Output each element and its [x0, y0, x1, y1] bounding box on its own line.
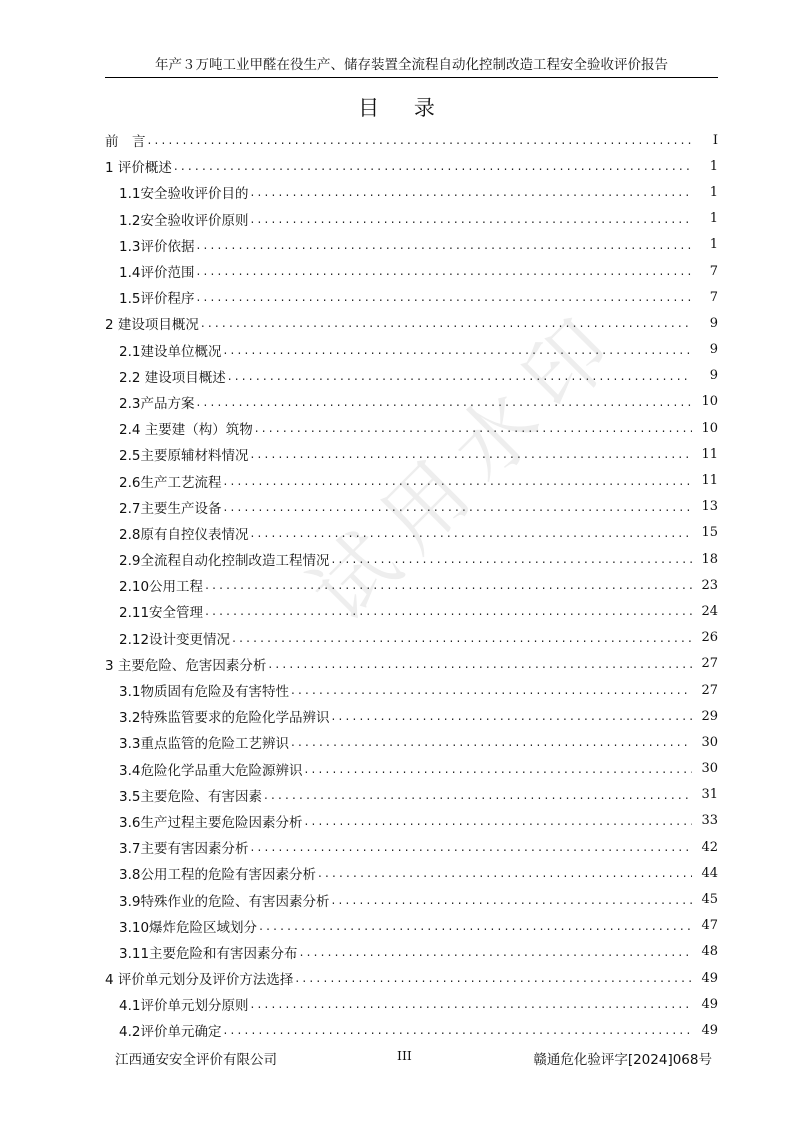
toc-entry-page: 9 [709, 315, 718, 331]
toc-entry-page: 44 [701, 865, 718, 881]
toc-entry-page: 11 [701, 473, 718, 489]
toc-entry-label: 1.1安全验收评价目的 [119, 186, 249, 203]
toc-entry[interactable] [105, 467, 718, 493]
toc-dot-leader [331, 709, 692, 723]
toc-entry[interactable] [105, 363, 718, 389]
toc-entry-page: 33 [701, 813, 718, 829]
toc-entry-label: 2.5主要原辅材料情况 [119, 448, 249, 465]
toc-dot-leader [223, 343, 692, 357]
toc-dot-leader [201, 316, 692, 330]
toc-dot-leader [232, 631, 692, 645]
toc-entry[interactable] [105, 153, 718, 179]
toc-entry-label: 2.9全流程自动化控制改造工程情况 [119, 553, 330, 570]
toc-entry[interactable] [105, 677, 718, 703]
toc-entry[interactable] [105, 703, 718, 729]
toc-dot-leader [268, 657, 692, 671]
toc-entry-label: 3.11主要危险和有害因素分布 [119, 945, 298, 962]
toc-dot-leader [304, 814, 692, 828]
toc-dot-leader [174, 159, 692, 173]
toc-entry-label: 2.6生产工艺流程 [119, 474, 222, 491]
toc-entry-page: 1 [709, 158, 718, 174]
toc-entry-label: 1 评价概述 [105, 160, 172, 177]
toc-entry-page: 7 [709, 289, 718, 305]
toc-dot-leader [148, 133, 693, 147]
toc-entry-label: 3.6生产过程主要危险因素分析 [119, 814, 303, 831]
toc-entry[interactable] [105, 389, 718, 415]
toc-entry-label: 4 评价单元划分及评价方法选择 [105, 972, 294, 989]
toc-entry[interactable] [105, 258, 718, 284]
toc-dot-leader [223, 474, 692, 488]
header-rule [105, 77, 718, 78]
toc-entry-page: 10 [701, 394, 718, 410]
toc-dot-leader [295, 971, 692, 985]
toc-entry-page: 24 [701, 603, 718, 619]
toc-entry[interactable] [105, 834, 718, 860]
toc-entry-label: 1.4评价范围 [119, 265, 195, 282]
toc-entry-label: 2.3产品方案 [119, 395, 195, 412]
toc-entry-label: 2.12设计变更情况 [119, 631, 231, 648]
toc-dot-leader [291, 683, 692, 697]
toc-entry-page: 15 [701, 525, 718, 541]
toc-entry[interactable] [105, 756, 718, 782]
toc-dot-leader [259, 919, 692, 933]
toc-dot-leader [291, 735, 692, 749]
toc-entry-page: 1 [709, 211, 718, 227]
toc-entry[interactable] [105, 808, 718, 834]
toc-dot-leader [196, 395, 692, 409]
page-footer [105, 1048, 718, 1066]
toc-entry-page: 48 [701, 944, 718, 960]
toc-entry[interactable] [105, 991, 718, 1017]
toc-entry[interactable] [105, 729, 718, 755]
toc-dot-leader [196, 238, 692, 252]
toc-entry-label: 3.9特殊作业的危险、有害因素分析 [119, 893, 330, 910]
toc-entry-label: 2.8原有自控仪表情况 [119, 526, 249, 543]
running-header: 年产３万吨工业甲醛在役生产、储存装置全流程自动化控制改造工程安全验收评价报告 [155, 57, 668, 73]
toc-entry-label: 3 主要危险、危害因素分析 [105, 657, 267, 674]
toc-entry-label: 4.1评价单元划分原则 [119, 998, 249, 1015]
toc-entry-page: 30 [701, 761, 718, 777]
toc-entry-page: I [712, 132, 718, 148]
toc-entry-page: 13 [701, 499, 718, 515]
toc-entry[interactable] [105, 232, 718, 258]
toc-entry[interactable] [105, 886, 718, 912]
toc-entry-page: 10 [701, 420, 718, 436]
toc-entry[interactable] [105, 860, 718, 886]
toc-entry-label: 1.5评价程序 [119, 291, 195, 308]
toc-entry-page: 31 [701, 787, 718, 803]
toc-entry-page: 11 [701, 446, 718, 462]
toc-entry[interactable] [105, 782, 718, 808]
toc-entry-label: 2.1建设单位概况 [119, 343, 222, 360]
toc-entry-label: 2.4 主要建（构）筑物 [119, 422, 253, 439]
toc-entry-page: 26 [701, 630, 718, 646]
toc-entry-label: 1.2安全验收评价原则 [119, 212, 249, 229]
toc-dot-leader [318, 866, 692, 880]
toc-entry-label: 3.1物质固有危险及有害特性 [119, 684, 289, 701]
toc-dot-leader [196, 264, 692, 278]
toc-dot-leader [250, 185, 692, 199]
toc-entry[interactable] [105, 284, 718, 310]
footer-page-number: III [397, 1048, 412, 1063]
toc-dot-leader [250, 447, 692, 461]
toc-entry[interactable] [105, 206, 718, 232]
toc-entry-page: 47 [701, 918, 718, 934]
toc-entry[interactable] [105, 651, 718, 677]
toc-entry-page: 42 [701, 839, 718, 855]
toc-dot-leader [228, 369, 692, 383]
toc-entry-label: 3.5主要危险、有害因素 [119, 788, 262, 805]
toc-entry-page: 45 [701, 892, 718, 908]
toc-entry-label: 3.8公用工程的危险有害因素分析 [119, 867, 316, 884]
toc-dot-leader [250, 840, 692, 854]
toc-title: 目 录 [358, 96, 449, 120]
toc-entry-label: 3.7主要有害因素分析 [119, 841, 249, 858]
toc-entry-page: 7 [709, 263, 718, 279]
toc-entry-page: 23 [701, 577, 718, 593]
toc-entry-page: 27 [701, 656, 718, 672]
toc-dot-leader [250, 526, 692, 540]
toc-entry[interactable] [105, 913, 718, 939]
toc-entry[interactable] [105, 337, 718, 363]
footer-company: 江西通安安全评价有限公司 [115, 1052, 277, 1068]
toc-entry[interactable] [105, 520, 718, 546]
toc-entry[interactable] [105, 965, 718, 991]
toc-entry-label: 2.7主要生产设备 [119, 500, 222, 517]
toc-entry-label: 2 建设项目概况 [105, 317, 199, 334]
toc-dot-leader [304, 762, 692, 776]
toc-entry-page: 27 [701, 682, 718, 698]
toc-entry-label: 1.3评价依据 [119, 238, 195, 255]
toc-entry-label: 前 言 [105, 134, 146, 151]
toc-entry-label: 3.2特殊监管要求的危险化学品辨识 [119, 710, 330, 727]
toc-entry-page: 49 [701, 1022, 718, 1038]
toc-entry-page: 1 [709, 237, 718, 253]
toc-entry[interactable] [105, 494, 718, 520]
toc-dot-leader [331, 552, 692, 566]
toc-dot-leader [223, 500, 692, 514]
toc-entry[interactable] [105, 415, 718, 441]
toc-dot-leader [255, 421, 692, 435]
toc-entry[interactable] [105, 127, 718, 153]
toc-dot-leader [205, 604, 692, 618]
toc-entry-page: 29 [701, 708, 718, 724]
toc-entry[interactable] [105, 1017, 718, 1043]
toc-dot-leader [331, 893, 692, 907]
toc-dot-leader [250, 997, 692, 1011]
toc-entry[interactable] [105, 310, 718, 336]
toc-entry[interactable] [105, 598, 718, 624]
toc-dot-leader [250, 212, 692, 226]
toc-entry-page: 30 [701, 734, 718, 750]
toc-entry-label: 3.3重点监管的危险工艺辨识 [119, 736, 289, 753]
toc-entry[interactable] [105, 441, 718, 467]
toc-entry-label: 2.2 建设项目概述 [119, 369, 226, 386]
toc-dot-leader [223, 1023, 692, 1037]
toc-entry-page: 9 [709, 342, 718, 358]
footer-report-code: 赣通危化验评字[2024]068号 [533, 1052, 712, 1068]
toc-dot-leader [300, 945, 692, 959]
toc-dot-leader [196, 290, 692, 304]
toc-entry-label: 4.2评价单元确定 [119, 1024, 222, 1041]
toc-dot-leader [264, 788, 692, 802]
toc-entry-page: 18 [701, 551, 718, 567]
toc-entry[interactable] [105, 625, 718, 651]
toc-entry[interactable] [105, 572, 718, 598]
toc-entry-page: 9 [709, 368, 718, 384]
toc-entry-page: 49 [701, 970, 718, 986]
toc-entry-label: 3.4危险化学品重大危险源辨识 [119, 762, 303, 779]
toc-entry-label: 3.10爆炸危险区域划分 [119, 919, 258, 936]
toc-entry[interactable] [105, 179, 718, 205]
watermark: 试用水印 [292, 290, 643, 641]
toc-dot-leader [205, 578, 692, 592]
toc-entry-label: 2.11安全管理 [119, 605, 204, 622]
toc-entry[interactable] [105, 546, 718, 572]
toc-entry-label: 2.10公用工程 [119, 579, 204, 596]
table-of-contents [105, 127, 718, 1044]
toc-entry[interactable] [105, 939, 718, 965]
toc-entry-page: 1 [709, 184, 718, 200]
toc-entry-page: 49 [701, 996, 718, 1012]
